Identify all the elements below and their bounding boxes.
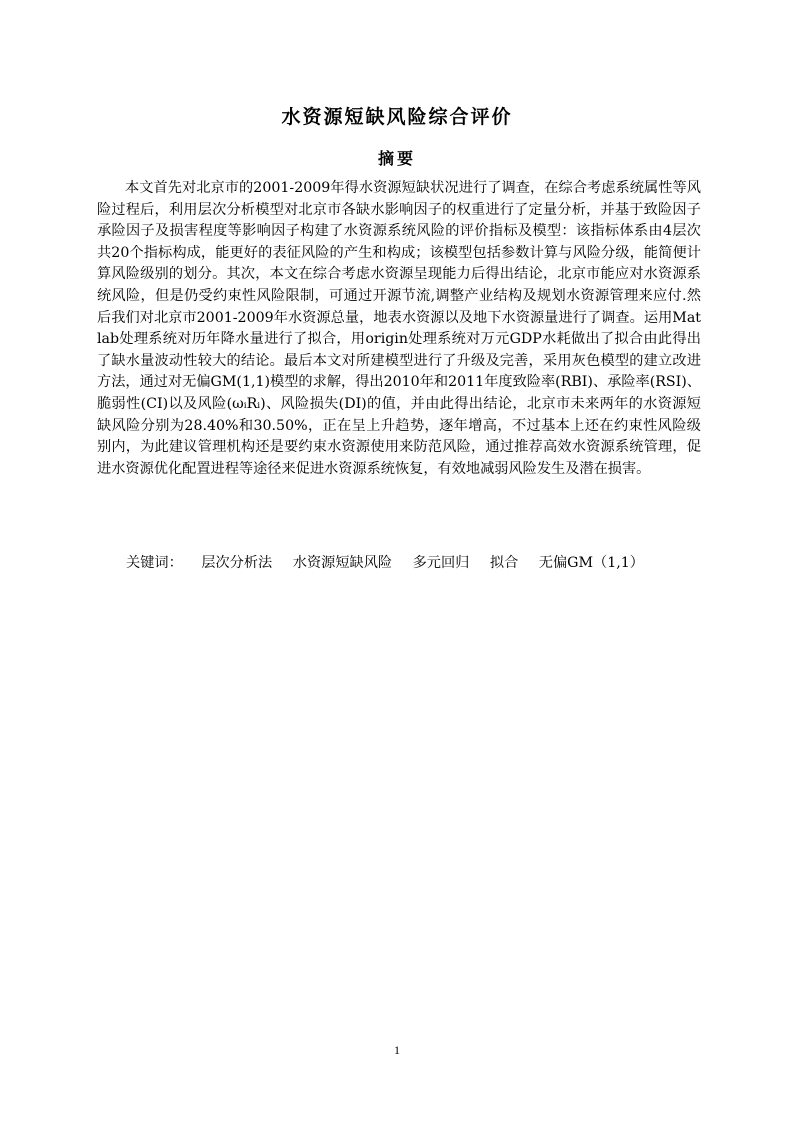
abstract-heading: 摘要 [377,149,416,168]
keyword-item: 拟合 [489,555,519,571]
page-number: 1 [394,1043,400,1057]
keywords-line [126,552,660,574]
abstract-body: 本文首先对北京市的2001-2009年得水资源短缺状况进行了调查，在综合考虑系统属性等风险过程后，利用层次分析模型对北京市各缺水影响因子的权重进行了定量分析，并基于致险因子承险因子及损害程度等影响因子构建了水资源系统风险的评价指标及模型：该指标体系由4层次共20个指标构成，能更好的表征风险的产生和构成；该模型包括参数计算与风险分级，能简便计算风险级别的划分。其次，本文在综合考虑水资源呈现能力后得出结论，北京市能应对水资源系统风险，但是仍受约束性风险限制，可通过开源节流,调整产业结构及规划水资源管理来应付.然后我们对北京市2001-2009年水资源总量，地表水资源以及地下水资源量进行了调查。运用Matlab处理系统对历年降水量进行了拟合，用origin处理系统对万元GDP水耗做出了拟合由此得出了缺水量波动性较大的结论。最后本文对所建模型进行了升级及完善，采用灰色模型的建立改进方法，通过对无偏GM(1,1)模型的求解，得出2010年和2011年度致险率(RBI)、承险率(RSI)、脆弱性(CI)以及风险(ωᵢRᵢ)、风险损失(DI)的值，并由此得出结论，北京市未来两年的水资源短缺风险分别为28.40%和30.50%，正在呈上升趋势，逐年增高，不过基本上还在约束性风险级别内，为此建议管理机构还是要约束水资源使用来防范风险，通过推荐高效水资源系统管理，促进水资源优化配置进程等途径来促进水资源系统恢复，有效地减弱风险发生及潜在损害。 [97,180,701,477]
document-title: 水资源短缺风险综合评价 [281,106,513,128]
keyword-item: 无偏GM（1,1） [538,555,644,571]
keyword-item: 水资源短缺风险 [292,555,393,571]
keyword-item: 层次分析法 [201,555,273,571]
keywords-label: 关键词： [126,555,183,571]
keyword-item: 多元回归 [412,555,470,571]
